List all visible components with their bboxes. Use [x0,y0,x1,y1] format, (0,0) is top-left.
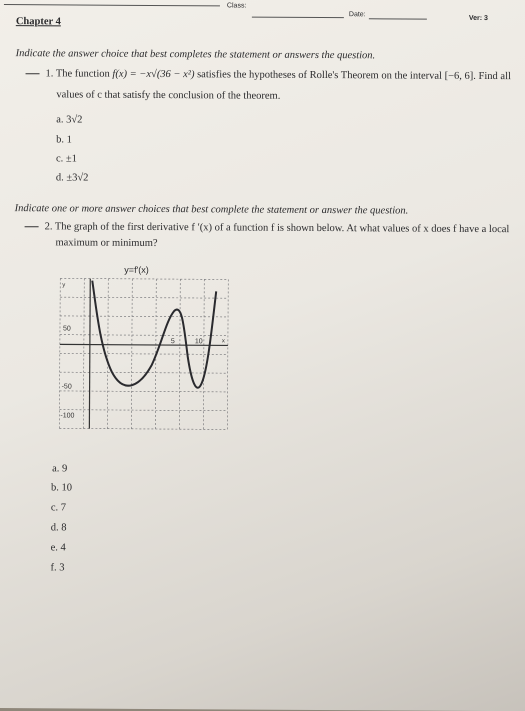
tick-label-10: 10 [194,338,203,346]
q2-choice-b[interactable] [51,482,72,493]
choice-letter: a. [56,114,64,126]
choice-text: 8 [61,522,67,534]
choice-text: ±3√2 [66,172,89,184]
question2-line2: maximum or minimum? [55,237,158,250]
q2-choice-e[interactable] [51,542,66,553]
q1-choice-d[interactable] [56,172,89,183]
class-line [252,17,344,19]
grid-line-horizontal [60,353,228,354]
question1-function: f(x) = −x√(36 − x²) [112,68,195,81]
date-line [369,18,427,19]
q2-choice-c[interactable] [51,502,66,513]
graph-grid [59,278,228,429]
tick-label-50: 50 [62,325,71,333]
choice-letter: f. [50,562,57,574]
question1-interval: [−6, 6] [444,70,474,82]
section1-instruction: Indicate the answer choice that best completes the statement or answers the question. [15,48,376,62]
choice-text: 10 [61,482,73,494]
tick-label-neg50: -50 [61,383,72,391]
choice-letter: c. [55,153,64,165]
choice-letter: c. [50,502,59,514]
question1-number: 1. [45,68,54,80]
y-axis [89,279,90,429]
derivative-graph [51,276,242,437]
q2-choice-d[interactable] [51,522,67,533]
date-label: Date: [348,11,366,19]
grid-line-horizontal [60,297,228,298]
derivative-curve [92,281,217,388]
grid-line-horizontal [59,428,227,429]
name-label [9,0,30,1]
question2-number: 2. [44,221,53,233]
choice-letter: b. [50,482,59,494]
choice-text: ±1 [65,153,77,165]
q2-choice-f[interactable] [50,562,64,573]
choice-text: 7 [60,502,67,514]
question1-text-after: satisfies the hypotheses of Rolle's Theorem on the interval [197,69,443,82]
choice-text: 3√2 [66,114,83,126]
choice-text: 1 [66,134,72,146]
graph-title: y=f'(x) [124,264,149,275]
grid-line-horizontal [59,410,227,411]
choice-text: 4 [60,542,66,554]
tick-label-5: 5 [170,338,175,346]
section2-instruction: Indicate one or more answer choices that best complete the statement or answer the question. [14,203,409,217]
choice-letter: e. [50,542,58,554]
question1-text-before: The function [55,68,110,80]
chapter-title: Chapter 4 [15,16,61,28]
grid-line-horizontal [60,391,228,392]
question1-line1 [25,68,510,82]
grid-line-horizontal [60,335,228,336]
q2-choice-a[interactable] [52,463,67,474]
q1-choice-b[interactable] [56,134,72,145]
q1-choice-c[interactable] [56,153,77,164]
name-line [4,4,220,6]
answer-blank[interactable] [26,73,40,74]
choice-text: 9 [62,463,68,475]
tick-label-neg100: -100 [60,412,75,420]
choice-letter: d. [50,522,59,534]
x-axis-label: x [221,338,225,345]
answer-blank[interactable] [25,226,39,227]
question2-line1 [25,221,510,235]
choice-letter: a. [52,463,60,475]
choice-text: 3 [59,562,65,574]
question2-text: The graph of the first derivative f ′(x) of a function f is shown below. At what values of x does f have a local [54,221,510,236]
choice-letter: d. [55,172,64,184]
y-axis-label: y [62,282,66,289]
grid-line-horizontal [60,316,228,317]
grid-line-horizontal [60,372,228,373]
question1-line2: values of c that satisfy the conclusion of the theorem. [56,89,281,102]
question1-text-end: . Find all [473,70,511,83]
grid-line-horizontal [60,278,228,279]
version-label: Ver: 3 [468,14,488,23]
q1-choice-a[interactable] [56,114,82,125]
choice-letter: b. [56,134,65,146]
class-label: Class: [226,2,247,10]
